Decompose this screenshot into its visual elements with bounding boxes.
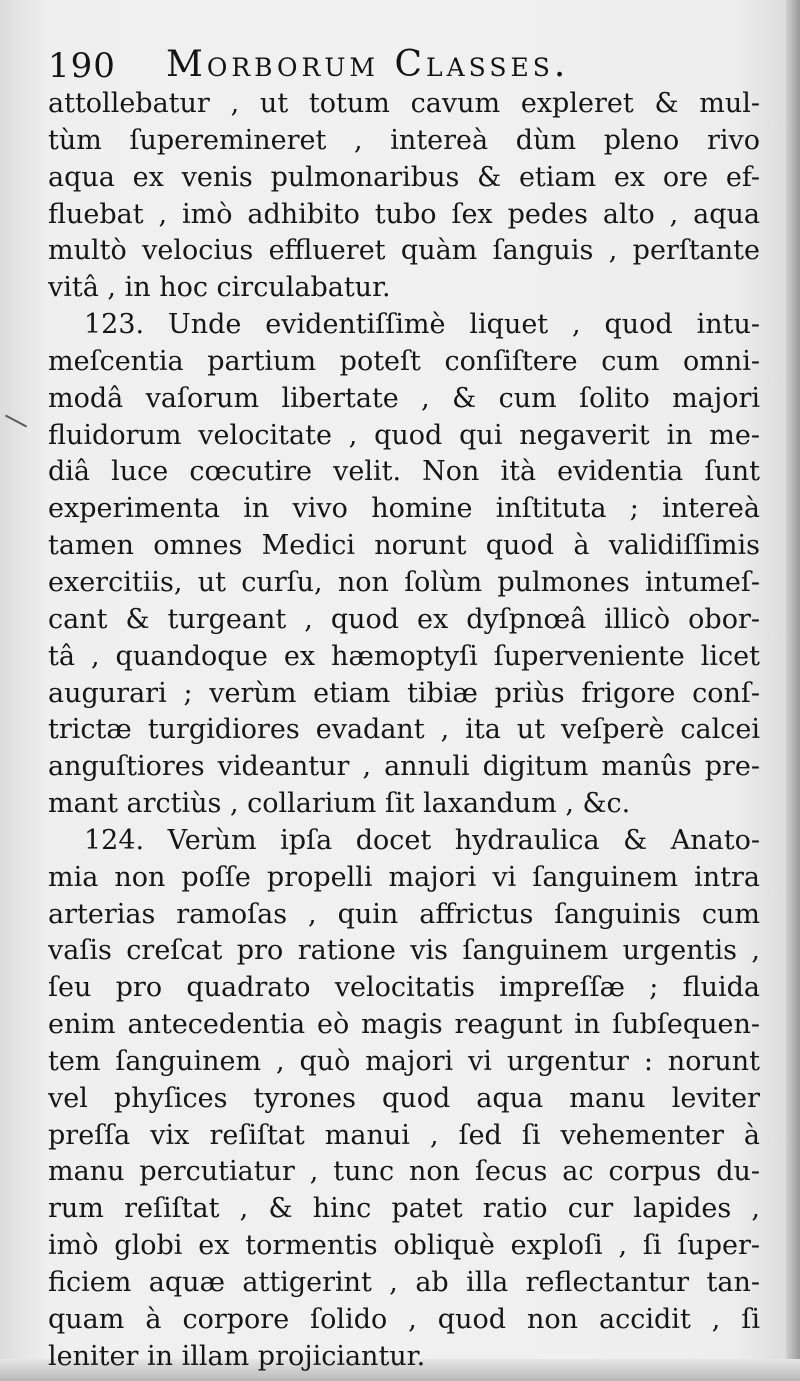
margin-mark	[5, 414, 27, 427]
text-line: diâ luce cœcutire velit. Non ità evidentia ſunt	[48, 456, 760, 488]
body-text	[48, 86, 760, 1376]
text-line: vaſis creſcat pro ratione vis ſanguinem urgentis ,	[48, 935, 760, 967]
paragraph-123-start: 123. Unde evidentiſſimè liquet , quod intu-	[84, 309, 760, 341]
text-line: aqua ex venis pulmonaribus & etiam ex ore ef-	[48, 161, 760, 193]
text-line: tamen omnes Medici norunt quod à validiſſimis	[48, 530, 760, 562]
text-line: leniter in illam projiciantur.	[48, 1340, 426, 1372]
text-line: imò globi ex tormentis obliquè exploſi , ſi ſuper-	[48, 1230, 760, 1262]
text-line: rum reſiſtat , & hinc patet ratio cur lapides ,	[48, 1193, 760, 1225]
text-line: attollebatur , ut totum cavum expleret & mul-	[48, 88, 760, 119]
text-line: modâ vaſorum libertate , & cum ſolito majori	[48, 382, 760, 414]
text-line: anguſtiores videantur , annuli digitum manûs pre-	[48, 751, 760, 783]
text-line: fluebat , imò adhibito tubo ſex pedes alto , aqua	[48, 198, 760, 230]
text-line: arterias ramoſas , quin affrictus ſanguinis cum	[48, 898, 760, 930]
paragraph-124-start: 124. Verùm ipſa docet hydraulica & Anato-	[84, 824, 760, 856]
text-line: ſeu pro quadrato velocitatis impreſſæ ; fluida	[48, 972, 760, 1004]
text-line: enim antecedentia eò magis reagunt in ſubſequen-	[48, 1009, 760, 1041]
text-line: exercitiis, ut curſu, non ſolùm pulmones intumeſ-	[48, 566, 760, 598]
text-line: mia non poſſe propelli majori vi ſanguinem intra	[48, 861, 760, 893]
text-line: tùm ſuperemineret , intereà dùm pleno rivo	[48, 124, 760, 156]
text-line: cant & turgeant , quod ex dyſpnœâ illicò obor-	[48, 603, 760, 635]
text-line: tâ , quandoque ex hæmoptyſi ſuperveniente licet	[48, 640, 760, 672]
text-line: vel phyſices tyrones quod aqua manu leviter	[48, 1082, 760, 1114]
running-head: Morborum Classes.	[166, 44, 570, 85]
page-number: 190	[48, 46, 116, 86]
text-line: ficiem aquæ attigerint , ab illa reflectantur tan-	[48, 1267, 760, 1298]
text-line: multò velocius efflueret quàm ſanguis , perſtante	[48, 235, 760, 267]
text-line: fluidorum velocitate , quod qui negaverit in me-	[48, 419, 760, 451]
text-line: preſſa vix reſiſtat manui , ſed ſi vehementer à	[48, 1119, 760, 1151]
text-line: mant arctiùs , collarium ſit laxandum , &c.	[48, 788, 631, 820]
text-line: vitâ , in hoc circulabatur.	[48, 272, 391, 304]
page-header	[48, 40, 768, 92]
text-line: trictæ turgidiores evadant , ita ut veſperè calcei	[48, 714, 760, 746]
text-line: experimenta in vivo homine inſtituta ; intereà	[48, 493, 760, 525]
text-line: augurari ; verùm etiam tibiæ priùs frigore conſ-	[48, 677, 760, 709]
text-line: meſcentia partium poteſt conſiſtere cum omni-	[48, 345, 760, 377]
text-line: tem ſanguinem , quò majori vi urgentur : norunt	[48, 1045, 760, 1077]
text-line: quam à corpore ſolido , quod non accidit , ſi	[48, 1303, 760, 1335]
page-edge-right	[786, 0, 800, 1381]
text-line: manu percutiatur , tunc non ſecus ac corpus du-	[48, 1156, 760, 1188]
